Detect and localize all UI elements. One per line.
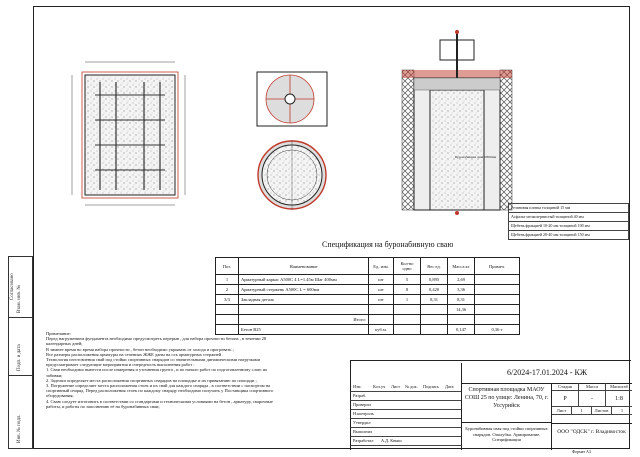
- note-line: оборудования;: [46, 393, 74, 399]
- spec-cell: [421, 315, 448, 325]
- spec-header: Масса кг: [448, 258, 475, 275]
- organization: ООО "ОДСК" г. Владивосток: [551, 423, 631, 450]
- spec-header: Вес ед.: [421, 258, 448, 275]
- spec-cell: [394, 305, 421, 315]
- note-line: забивки;: [46, 372, 63, 378]
- plate-plan: [257, 72, 327, 126]
- spec-header: Наименование: [239, 258, 369, 275]
- spec-cell: шт: [369, 275, 394, 285]
- legend-item: Щебень фракцией 20-40 мм толщиной 150 мм: [508, 231, 629, 240]
- signature-row: Н.контроль: [351, 410, 461, 419]
- stage-value: Р: [552, 391, 579, 407]
- spec-cell: 5: [394, 275, 421, 285]
- spec-header: Ед. изм.: [369, 258, 394, 275]
- legend-item: Щебень фракцией 10-20 мм толщиной 100 мм: [508, 222, 629, 231]
- spec-cell: 2: [216, 285, 239, 295]
- pile-label: Буронабивная свая Ø300мм: [455, 155, 497, 159]
- note-line: Все размеры расположения арматуры на сечениях ЖЖЕ даны на ось арматурных стержней .: [46, 351, 224, 357]
- signature-grid: [351, 383, 461, 446]
- spec-cell: шт: [369, 285, 394, 295]
- spec-cell: [448, 315, 475, 325]
- note-line: 1. Сваи необходимо вынести после измерения и уточнения грунта , и по начало работ по подготовленному слою их: [46, 367, 268, 373]
- spec-cell: [239, 305, 369, 315]
- spec-cell: 8: [394, 285, 421, 295]
- spec-cell: 1: [394, 295, 421, 305]
- spec-cell: [216, 315, 239, 325]
- spec-cell: 0,36 т: [475, 325, 520, 335]
- table-row: [216, 305, 520, 315]
- legend-item: Асфальт мелкозернистый толщиной 40 мм: [508, 213, 629, 222]
- spec-cell: шт: [369, 295, 394, 305]
- stage-table: [551, 383, 632, 424]
- signature-row: Разработал А.Д. Кныш: [351, 437, 461, 446]
- spec-cell: Закладная деталь: [239, 295, 369, 305]
- spec-cell: 0,147: [448, 325, 475, 335]
- stage-header: Стадия: [552, 383, 579, 391]
- layers-legend: [508, 203, 629, 240]
- paper-format: Формат А3: [572, 449, 591, 454]
- spec-cell: [216, 305, 239, 315]
- sheets-label: Листов: [592, 407, 612, 415]
- spec-header-row: [216, 258, 520, 275]
- sheet-label: Лист: [552, 407, 572, 415]
- signature-row: Выполнил: [351, 428, 461, 437]
- table-row: [216, 275, 520, 285]
- spec-cell: [421, 305, 448, 315]
- signature-row: Утвердил: [351, 419, 461, 428]
- note-line: Перед нагружением фундамента необходимо предусмотреть перерыв , для набора прочности бетона , в течении 28: [46, 336, 267, 342]
- document-code: 6/2024-17.01.2024 - КЖ: [461, 363, 632, 384]
- pile-in-soil: [402, 30, 512, 215]
- note-line: предусматривает следующие мероприятия и очередность выполнения работ :: [46, 362, 195, 368]
- stage-header: Масштаб: [606, 383, 632, 391]
- spec-header: Поз.: [216, 258, 239, 275]
- spec-cell: [475, 305, 520, 315]
- spec-cell: 3,36: [448, 285, 475, 295]
- spec-cell: [421, 325, 448, 335]
- spec-table: [215, 257, 520, 335]
- note-line: В зимнее время во время набора прочности , бетон необходимо укрывать от холода и прогревать ;: [46, 346, 234, 352]
- note-line: 2. Заделки определяет места расположения спортивных снарядов на площадке и их привязанию по площади ;: [46, 377, 257, 383]
- spec-cell: 3/3: [216, 295, 239, 305]
- spec-cell: Бетон В25: [239, 325, 369, 335]
- signature-row: Изм. Кол.уч Лист № док. Подпись Дата: [351, 383, 461, 392]
- spec-title: Спецификация на буронабивную сваю: [322, 240, 454, 249]
- spec-cell: Арматурный каркас A500С 4 L=1.45м Шаг 400мм: [239, 275, 369, 285]
- spec-cell: [475, 275, 520, 285]
- spec-cell: Итого:: [239, 315, 369, 325]
- spec-cell: [394, 325, 421, 335]
- table-row: [216, 295, 520, 305]
- signature-row: Проверил: [351, 401, 461, 410]
- strip-cell-replace: Взам. инв. №: [17, 284, 22, 313]
- title-block: [350, 360, 631, 450]
- stage-value: -: [579, 391, 606, 407]
- spec-cell: 14,36: [448, 305, 475, 315]
- sheet-title: Буронабивная свая под стойки спортивных снарядов. Опалубка. Армирование. Спецификация: [461, 423, 551, 450]
- spec-cell: 0,895: [421, 275, 448, 285]
- legend-item: Резиновая плитка толщиной 15 мм: [508, 203, 629, 213]
- note-line: спортивный снаряд. Перед расположения стоек по каждому снаряду необходимо получить у Поставщика спортивного: [46, 388, 274, 394]
- note-line: 3. Погружение определяет места расположения стоек и их свай для каждого снаряда , в соответствии с паспортом на: [46, 383, 271, 389]
- note-line: Технология изготовления свай под стойки спортивных снарядов со значительными динамическими нагрузками: [46, 357, 261, 363]
- spec-cell: 8,31: [421, 295, 448, 305]
- table-row: [216, 315, 520, 325]
- spec-cell: Арматурный стержень A500С L = 600мм: [239, 285, 369, 295]
- spec-cell: [475, 315, 520, 325]
- sheet-number: 1: [572, 407, 592, 415]
- table-row: [216, 285, 520, 295]
- spec-cell: [369, 305, 394, 315]
- spec-cell: [394, 315, 421, 325]
- spec-cell: 8,31: [448, 295, 475, 305]
- spec-cell: куб.м.: [369, 325, 394, 335]
- agreed-label: Согласовано: [10, 273, 15, 300]
- spec-cell: 0,420: [421, 285, 448, 295]
- signature-row: Разраб.: [351, 392, 461, 401]
- pile-section: [258, 140, 326, 210]
- stage-header: Масса: [579, 383, 606, 391]
- strip-cell-inv: Инв. № подл.: [17, 414, 22, 443]
- spec-cell: [475, 285, 520, 295]
- project-title: Спортивная площадка МАОУ СОШ 25 по улице: Ленина, 70, г. Уссурийск: [461, 383, 551, 423]
- strip-cell-sign: Подп. и дата: [17, 344, 22, 371]
- note-line: календарных дней;: [46, 341, 83, 347]
- stage-value: 1:8: [606, 391, 632, 407]
- notes-heading: Примечание:: [46, 331, 71, 336]
- spec-cell: 1: [216, 275, 239, 285]
- pile-elevation: [72, 62, 185, 205]
- spec-cell: [475, 295, 520, 305]
- note-line: 4. Сваю следует изготовить в соответствии со стандартами и техническими условиями на бетон , арматуру, сварочные: [46, 398, 273, 404]
- spec-header: Кол-во одно: [394, 258, 421, 275]
- sheets-count: 1: [612, 407, 632, 415]
- notes-block: [46, 331, 346, 409]
- note-line: работы, и работы по заполнению её на буронабивных сваи;: [46, 403, 160, 409]
- spec-header: Примеч.: [475, 258, 520, 275]
- spec-cell: 2,69: [448, 275, 475, 285]
- spec-cell: [369, 315, 394, 325]
